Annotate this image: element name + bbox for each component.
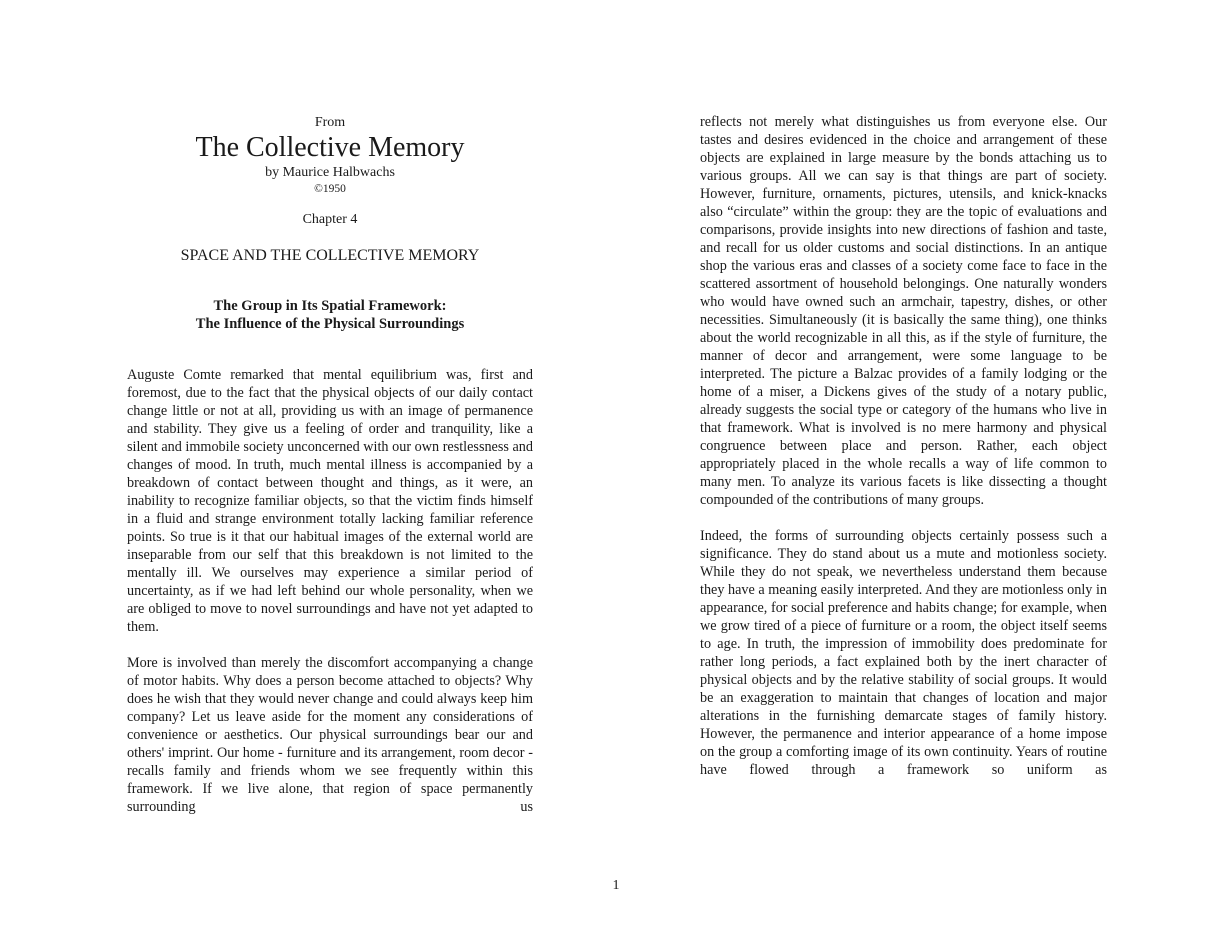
copyright-notice: ©1950 xyxy=(314,183,346,195)
chapter-title: SPACE AND THE COLLECTIVE MEMORY xyxy=(180,247,480,264)
page-number: 1 xyxy=(612,878,620,893)
source-label: From xyxy=(314,115,346,130)
author-byline: by Maurice Halbwachs xyxy=(265,165,395,180)
left-column xyxy=(127,112,533,816)
section-title-line-2: The Influence of the Physical Surroundings xyxy=(195,316,465,332)
body-paragraph: reflects not merely what distinguishes us from everyone else. Our tastes and desires evidenced in the choice and arrangement of these objects are explained in large measure by the bonds attaching us to various groups. All we can say is that things are part of society. However, furniture, ornaments, pictures, utensils, and knick-knacks also “circulate” within the group: they are the topic of evaluations and comparisons, provide insights into new directions of fashion and taste, and recall for us older customs and social distinctions. In an antique shop the various eras and classes of a society come face to face in the scattered assortment of household belongings. One naturally wonders who would have owned such an armchair, tapestry, dishes, or other necessities. Simultaneously (it is basically the same thing), one thinks about the world recognizable in all this, as if the style of furniture, the manner of decor and arrangement, were some language to be interpreted. The picture a Balzac provides of a family lodging or the home of a miser, a Dickens gives of the study of a notary public, already suggests the social type or category of the humans who live in that framework. What is involved is no mere harmony and physical congruence between place and person. Rather, each object appropriately placed in the whole recalls a way of life common to many men. To analyze its various facets is like dissecting a thought compounded of the contributions of many groups. xyxy=(700,114,1107,508)
book-title: The Collective Memory xyxy=(195,132,465,163)
right-column xyxy=(700,112,1107,779)
body-paragraph: More is involved than merely the discomfort accompanying a change of motor habits. Why does a person become attached to objects? Why does he wish that they would never change and could always keep him company? Let us leave aside for the moment any considerations of convenience or aesthetics. Our physical surroundings bear our and others' imprint. Our home - furniture and its arrangement, room decor - recalls family and friends whom we see frequently within this framework. If we live alone, that region of space permanently surrounding us xyxy=(127,655,533,815)
document-header xyxy=(127,114,533,333)
body-paragraph: Auguste Comte remarked that mental equilibrium was, first and foremost, due to the fact that the physical objects of our daily contact change little or not at all, providing us with an image of permanence and stability. They give us a feeling of order and tranquility, like a silent and immobile society unconcerned with our own restlessness and changes of mood. In truth, much mental illness is accompanied by a breakdown of contact between thought and things, as it were, an inability to recognize familiar objects, so that the victim finds himself in a fluid and strange environment totally lacking familiar reference points. So true is it that our habitual images of the external world are inseparable from our self that this breakdown is not limited to the mentally ill. We ourselves may experience a similar period of uncertainty, as if we had left behind our whole personality, when we are obliged to move to novel surroundings and have not yet adapted to them. xyxy=(127,367,533,635)
chapter-number: Chapter 4 xyxy=(302,212,358,227)
section-title xyxy=(127,297,533,333)
section-title-line-1: The Group in Its Spatial Framework: xyxy=(213,298,447,314)
body-paragraph: Indeed, the forms of surrounding objects certainly possess such a significance. They do stand about us a mute and motionless society. While they do not speak, we nevertheless understand them because they have a meaning easily interpreted. And they are motionless only in appearance, for social preference and habits change; for example, when we grow tired of a piece of furniture or a room, the object itself seems to age. In truth, the impression of immobility does predominate for rather long periods, a fact explained both by the inert character of physical objects and by the relative stability of social groups. It would be an exaggeration to maintain that changes of location and major alterations in the furnishing demarcate stages of family history. However, the permanence and interior appearance of a home impose on the group a comforting image of its own continuity. Years of routine have flowed through a framework so uniform as xyxy=(700,528,1107,778)
